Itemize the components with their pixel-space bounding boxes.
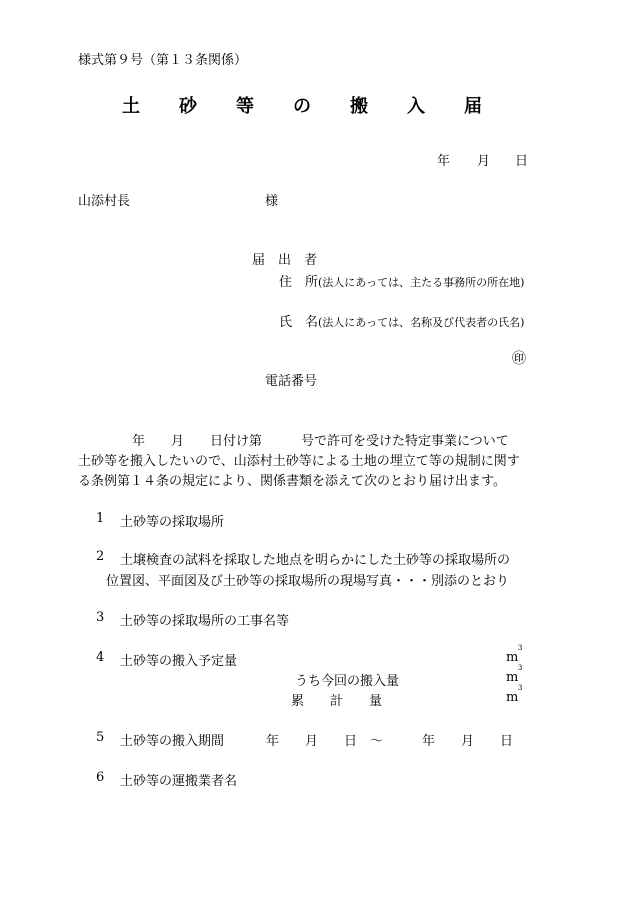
addressee-honorific: 様 <box>265 194 279 209</box>
item-text: 土砂等の運搬業者名 <box>120 774 238 789</box>
name-label: 氏 名 <box>279 315 319 330</box>
phone-label: 電話番号 <box>265 374 318 389</box>
item-text: 土砂等の採取場所の工事名等 <box>120 614 290 629</box>
seal-mark: ㊞ <box>512 351 526 367</box>
date-month: 月 <box>477 154 491 169</box>
item-number: 5 <box>96 730 105 745</box>
item-text: 土壌検査の試料を採取した地点を明らかにした土砂等の採取場所の <box>120 553 511 568</box>
body-line-3: る条例第１４条の規定により、関係書類を添えて次のとおり届け出ます。 <box>78 474 506 489</box>
item-text: 土砂等の搬入予定量 <box>120 654 238 669</box>
item-number: 6 <box>96 770 105 785</box>
item-number: 2 <box>96 549 105 564</box>
title-char: 砂 <box>179 96 197 117</box>
date-year: 年 <box>437 154 451 169</box>
addressee-name: 山添村長 <box>78 194 131 209</box>
address-note: (法人にあっては、主たる事務所の所在地) <box>318 276 525 289</box>
unit-cubic-meter: m 3 <box>506 684 523 705</box>
cumulative-amount-label: 累 計 量 <box>291 694 383 709</box>
unit-cubic-meter: m 3 <box>506 644 523 665</box>
title-char: の <box>293 96 311 117</box>
title-char: 届 <box>464 96 482 117</box>
item-number: 3 <box>96 610 105 625</box>
item-text: 土砂等の搬入期間 <box>120 734 225 749</box>
body-line-1: 年 月 日付け第 号で許可を受けた特定事業について <box>132 434 509 449</box>
body-line-2: 土砂等を搬入したいので、山添村土砂等による土地の埋立て等の規制に関す <box>78 454 520 469</box>
item-number: 4 <box>96 650 105 665</box>
document-title <box>122 92 482 118</box>
item-text: 土砂等の採取場所 <box>120 515 225 530</box>
current-amount-label: うち今回の搬入量 <box>295 674 400 689</box>
name-note: (法人にあっては、名称及び代表者の氏名) <box>318 316 525 329</box>
title-char: 等 <box>236 96 254 117</box>
item-number: 1 <box>96 511 105 526</box>
item-text-continued: 位置図、平面図及び土砂等の採取場所の現場写真・・・別添のとおり <box>106 574 510 589</box>
applicant-heading: 届 出 者 <box>252 253 318 268</box>
form-number: 様式第９号（第１３条関係） <box>78 53 248 68</box>
period-range: 年 月 日 ～ 年 月 日 <box>266 734 514 749</box>
date-day: 日 <box>515 154 529 169</box>
title-char: 土 <box>122 96 140 117</box>
title-char: 入 <box>407 96 425 117</box>
title-char: 搬 <box>350 96 368 117</box>
address-label: 住 所 <box>279 275 319 290</box>
unit-cubic-meter: m 3 <box>506 664 523 685</box>
